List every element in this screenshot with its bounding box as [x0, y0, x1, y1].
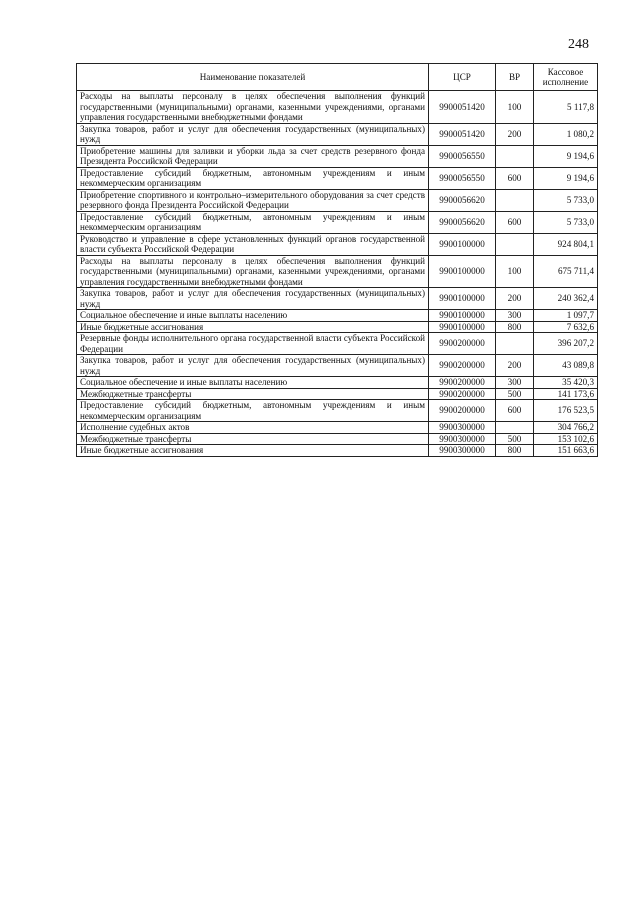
- table-row: [77, 355, 598, 377]
- row-csr: 9900100000: [429, 321, 496, 333]
- row-csr: 9900056620: [429, 189, 496, 211]
- row-name: Межбюджетные трансферты: [77, 388, 429, 400]
- table-row: [77, 388, 598, 400]
- row-csr: 9900056620: [429, 211, 496, 233]
- row-vr: 800: [496, 321, 534, 333]
- row-vr: 300: [496, 377, 534, 389]
- row-name: Исполнение судебных актов: [77, 422, 429, 434]
- row-vr: [496, 422, 534, 434]
- row-amount: 43 089,8: [534, 355, 598, 377]
- table-row: [77, 321, 598, 333]
- row-name: Предоставление субсидий бюджетным, автономным учреждениям и иным некоммерческим организациям: [77, 211, 429, 233]
- header-name: Наименование показателей: [77, 64, 429, 91]
- budget-execution-table: [76, 63, 598, 457]
- row-csr: 9900200000: [429, 333, 496, 355]
- row-amount: 5 733,0: [534, 189, 598, 211]
- row-csr: 9900200000: [429, 377, 496, 389]
- row-name: Межбюджетные трансферты: [77, 433, 429, 445]
- table-row: [77, 288, 598, 310]
- row-csr: 9900300000: [429, 422, 496, 434]
- row-vr: 600: [496, 167, 534, 189]
- table-row: [77, 400, 598, 422]
- row-vr: 200: [496, 288, 534, 310]
- row-amount: 141 173,6: [534, 388, 598, 400]
- table-row: [77, 333, 598, 355]
- row-name: Закупка товаров, работ и услуг для обеспечения государственных (муниципальных) нужд: [77, 355, 429, 377]
- row-csr: 9900056550: [429, 145, 496, 167]
- header-vr: ВР: [496, 64, 534, 91]
- row-csr: 9900100000: [429, 310, 496, 322]
- table-row: [77, 211, 598, 233]
- row-csr: 9900300000: [429, 433, 496, 445]
- header-csr: ЦСР: [429, 64, 496, 91]
- row-name: Резервные фонды исполнительного органа государственной власти субъекта Российской Федерации: [77, 333, 429, 355]
- row-csr: 9900300000: [429, 445, 496, 457]
- row-amount: 176 523,5: [534, 400, 598, 422]
- table-row: [77, 233, 598, 255]
- row-csr: 9900051420: [429, 123, 496, 145]
- table-row: [77, 167, 598, 189]
- row-vr: 200: [496, 355, 534, 377]
- row-amount: 7 632,6: [534, 321, 598, 333]
- row-amount: 924 804,1: [534, 233, 598, 255]
- row-amount: 396 207,2: [534, 333, 598, 355]
- row-name: Социальное обеспечение и иные выплаты населению: [77, 310, 429, 322]
- row-csr: 9900100000: [429, 255, 496, 288]
- table-row: [77, 310, 598, 322]
- row-vr: 800: [496, 445, 534, 457]
- row-name: Закупка товаров, работ и услуг для обеспечения государственных (муниципальных) нужд: [77, 288, 429, 310]
- row-csr: 9900200000: [429, 400, 496, 422]
- table-row: [77, 123, 598, 145]
- table-row: [77, 422, 598, 434]
- row-amount: 5 117,8: [534, 91, 598, 124]
- row-amount: 5 733,0: [534, 211, 598, 233]
- row-name: Расходы на выплаты персоналу в целях обеспечения выполнения функций государственными (муниципальными) органами, казенными учреждениями, органами управления государственными внебюджетными фондами: [77, 91, 429, 124]
- row-name: Приобретение спортивного и контрольно–измерительного оборудования за счет средств резервного фонда Президента Российской Федерации: [77, 189, 429, 211]
- row-csr: 9900100000: [429, 288, 496, 310]
- row-vr: 600: [496, 400, 534, 422]
- row-name: Предоставление субсидий бюджетным, автономным учреждениям и иным некоммерческим организациям: [77, 400, 429, 422]
- row-amount: 304 766,2: [534, 422, 598, 434]
- header-amount: Кассовое исполнение: [534, 64, 598, 91]
- row-name: Предоставление субсидий бюджетным, автономным учреждениям и иным некоммерческим организациям: [77, 167, 429, 189]
- table-row: [77, 189, 598, 211]
- row-csr: 9900051420: [429, 91, 496, 124]
- row-amount: 1 080,2: [534, 123, 598, 145]
- table-row: [77, 91, 598, 124]
- row-vr: [496, 333, 534, 355]
- row-name: Иные бюджетные ассигнования: [77, 445, 429, 457]
- row-vr: 100: [496, 91, 534, 124]
- row-name: Иные бюджетные ассигнования: [77, 321, 429, 333]
- row-vr: [496, 233, 534, 255]
- row-csr: 9900056550: [429, 167, 496, 189]
- row-amount: 1 097,7: [534, 310, 598, 322]
- table-header-row: [77, 64, 598, 91]
- row-amount: 675 711,4: [534, 255, 598, 288]
- row-name: Закупка товаров, работ и услуг для обеспечения государственных (муниципальных) нужд: [77, 123, 429, 145]
- row-csr: 9900100000: [429, 233, 496, 255]
- row-vr: 600: [496, 211, 534, 233]
- row-vr: [496, 189, 534, 211]
- row-amount: 240 362,4: [534, 288, 598, 310]
- row-amount: 9 194,6: [534, 145, 598, 167]
- table-row: [77, 445, 598, 457]
- row-name: Расходы на выплаты персоналу в целях обеспечения выполнения функций государственными (муниципальными) органами, казенными учреждениями, органами управления государственными внебюджетными фондами: [77, 255, 429, 288]
- table-body: [77, 91, 598, 457]
- row-name: Руководство и управление в сфере установленных функций органов государственной власти субъекта Российской Федерации: [77, 233, 429, 255]
- row-vr: 500: [496, 433, 534, 445]
- row-amount: 151 663,6: [534, 445, 598, 457]
- row-name: Социальное обеспечение и иные выплаты населению: [77, 377, 429, 389]
- row-name: Приобретение машины для заливки и уборки льда за счет средств резервного фонда Президента Российской Федерации: [77, 145, 429, 167]
- row-csr: 9900200000: [429, 355, 496, 377]
- page-number: 248: [568, 37, 589, 52]
- row-vr: 200: [496, 123, 534, 145]
- row-vr: 100: [496, 255, 534, 288]
- row-amount: 9 194,6: [534, 167, 598, 189]
- row-csr: 9900200000: [429, 388, 496, 400]
- table-row: [77, 255, 598, 288]
- row-vr: 500: [496, 388, 534, 400]
- row-vr: 300: [496, 310, 534, 322]
- table-row: [77, 377, 598, 389]
- row-vr: [496, 145, 534, 167]
- row-amount: 153 102,6: [534, 433, 598, 445]
- table-row: [77, 433, 598, 445]
- row-amount: 35 420,3: [534, 377, 598, 389]
- table-row: [77, 145, 598, 167]
